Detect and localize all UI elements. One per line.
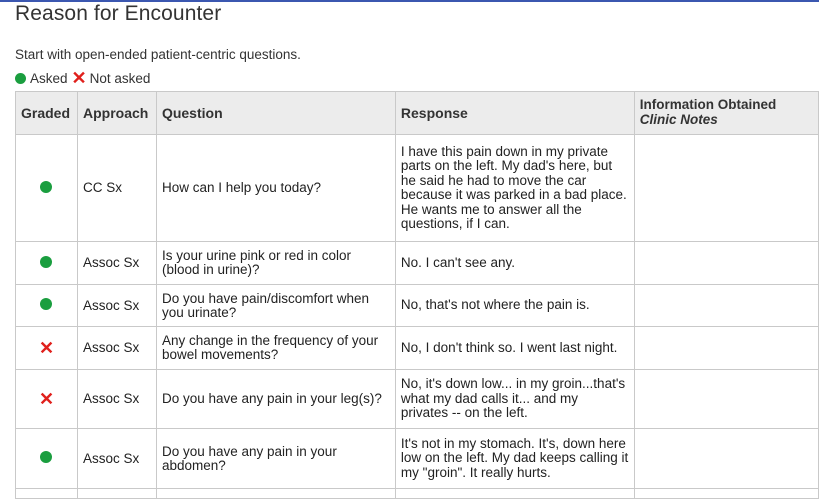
question-cell: Do you have pain/discomfort when you urinate? [156,285,395,327]
header-graded: Graded [16,92,78,135]
asked-dot-icon [40,181,52,193]
header-question: Question [156,92,395,135]
legend-asked-label: Asked [30,70,68,86]
notes-cell[interactable] [634,370,818,429]
table-row [16,327,819,370]
table-row [16,135,819,242]
response-cell [395,489,634,499]
response-cell: No. I can't see any. [395,242,634,285]
approach-cell: Assoc Sx [77,429,156,489]
question-cell: Do you have any pain in your leg(s)? [156,370,395,429]
question-cell: Do you have any pain in your abdomen? [156,429,395,489]
table-row [16,429,819,489]
approach-cell [77,489,156,499]
table-row [16,285,819,327]
graded-cell [16,489,78,499]
table-row-partial [16,489,819,499]
asked-dot-icon [40,256,52,268]
approach-cell: CC Sx [77,135,156,242]
notes-cell[interactable] [634,285,818,327]
question-cell: Is your urine pink or red in color (blood in urine)? [156,242,395,285]
notes-cell[interactable] [634,429,818,489]
notes-cell[interactable] [634,242,818,285]
graded-cell [16,135,78,242]
page-title: Reason for Encounter [15,2,222,25]
table-row [16,370,819,429]
notes-cell[interactable] [634,135,818,242]
table-row [16,242,819,285]
graded-cell [16,242,78,285]
encounter-table [15,91,819,499]
graded-cell [16,285,78,327]
table-header-row [16,92,819,135]
response-cell: I have this pain down in my private parts on the left. My dad's here, but he said he had to move the car because it was parked in a bad place. He wants me to answer all the questions, if I can. [395,135,634,242]
instruction-text: Start with open-ended patient-centric questions. [15,47,301,62]
graded-cell [16,370,78,429]
header-approach: Approach [77,92,156,135]
question-cell: Any change in the frequency of your bowel movements? [156,327,395,370]
not-asked-x-icon: ✕ [71,68,87,88]
question-cell: How can I help you today? [156,135,395,242]
response-cell: No, it's down low... in my groin...that's what my dad calls it... and my privates -- on the left. [395,370,634,429]
response-cell: No, I don't think so. I went last night. [395,327,634,370]
header-information-obtained [634,92,818,135]
notes-cell[interactable] [634,327,818,370]
not-asked-x-icon: ✕ [38,338,55,358]
not-asked-x-icon: ✕ [38,389,55,409]
approach-cell: Assoc Sx [77,370,156,429]
asked-dot-icon [40,298,52,310]
response-cell: It's not in my stomach. It's, down here low on the left. My dad keeps calling it my "groin". It really hurts. [395,429,634,489]
graded-cell [16,429,78,489]
approach-cell: Assoc Sx [77,242,156,285]
header-response: Response [395,92,634,135]
header-info-subtitle: Clinic Notes [639,112,718,127]
header-info-title: Information Obtained [639,97,777,112]
graded-cell [16,327,78,370]
response-cell: No, that's not where the pain is. [395,285,634,327]
question-cell [156,489,395,499]
approach-cell: Assoc Sx [77,285,156,327]
asked-dot-icon [40,451,52,463]
approach-cell: Assoc Sx [77,327,156,370]
notes-cell [634,489,818,499]
asked-dot-icon [15,73,26,84]
legend-not-asked-label: Not asked [89,70,151,86]
legend [15,69,150,87]
